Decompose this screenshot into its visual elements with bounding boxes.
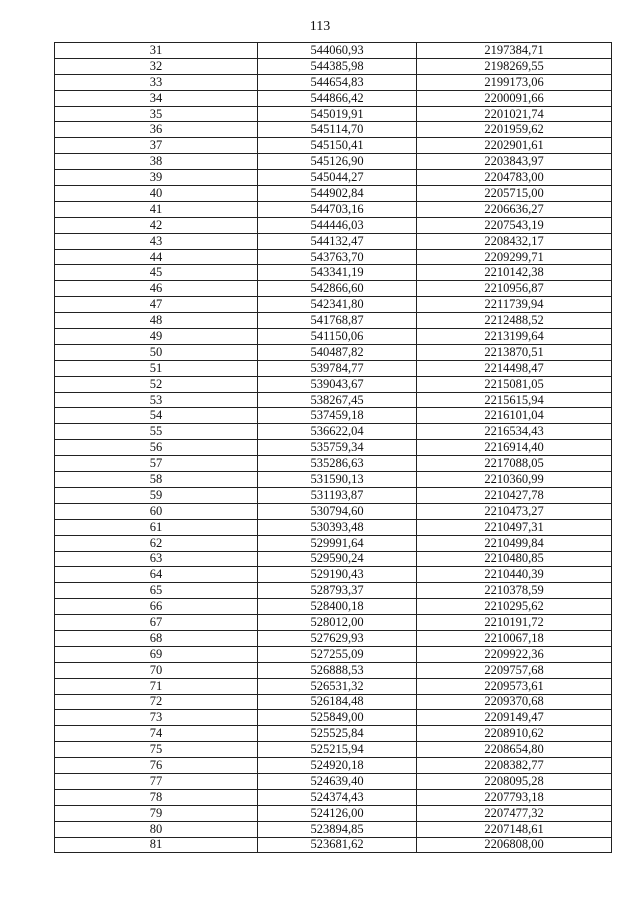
table-row bbox=[55, 662, 612, 678]
x-coordinate-cell: 540487,82 bbox=[258, 344, 417, 360]
x-coordinate-cell: 541150,06 bbox=[258, 329, 417, 345]
y-coordinate-cell: 2209299,71 bbox=[417, 249, 612, 265]
x-coordinate-cell: 544866,42 bbox=[258, 90, 417, 106]
table-row bbox=[55, 551, 612, 567]
x-coordinate-cell: 545150,41 bbox=[258, 138, 417, 154]
y-coordinate-cell: 2201021,74 bbox=[417, 106, 612, 122]
point-number-cell: 45 bbox=[55, 265, 258, 281]
x-coordinate-cell: 542866,60 bbox=[258, 281, 417, 297]
point-number-cell: 59 bbox=[55, 487, 258, 503]
y-coordinate-cell: 2215615,94 bbox=[417, 392, 612, 408]
x-coordinate-cell: 544654,83 bbox=[258, 74, 417, 90]
point-number-cell: 69 bbox=[55, 646, 258, 662]
table-row bbox=[55, 122, 612, 138]
point-number-cell: 33 bbox=[55, 74, 258, 90]
point-number-cell: 38 bbox=[55, 154, 258, 170]
point-number-cell: 54 bbox=[55, 408, 258, 424]
point-number-cell: 35 bbox=[55, 106, 258, 122]
point-number-cell: 79 bbox=[55, 805, 258, 821]
x-coordinate-cell: 524920,18 bbox=[258, 758, 417, 774]
point-number-cell: 67 bbox=[55, 615, 258, 631]
x-coordinate-cell: 525525,84 bbox=[258, 726, 417, 742]
y-coordinate-cell: 2217088,05 bbox=[417, 456, 612, 472]
y-coordinate-cell: 2208432,17 bbox=[417, 233, 612, 249]
x-coordinate-cell: 526531,32 bbox=[258, 678, 417, 694]
table-row bbox=[55, 805, 612, 821]
point-number-cell: 71 bbox=[55, 678, 258, 694]
table-row bbox=[55, 201, 612, 217]
y-coordinate-cell: 2210497,31 bbox=[417, 519, 612, 535]
y-coordinate-cell: 2211739,94 bbox=[417, 297, 612, 313]
x-coordinate-cell: 544385,98 bbox=[258, 58, 417, 74]
x-coordinate-cell: 545019,91 bbox=[258, 106, 417, 122]
x-coordinate-cell: 537459,18 bbox=[258, 408, 417, 424]
x-coordinate-cell: 541768,87 bbox=[258, 313, 417, 329]
point-number-cell: 76 bbox=[55, 758, 258, 774]
table-row bbox=[55, 567, 612, 583]
y-coordinate-cell: 2206808,00 bbox=[417, 837, 612, 853]
x-coordinate-cell: 523894,85 bbox=[258, 821, 417, 837]
table-row bbox=[55, 837, 612, 853]
point-number-cell: 48 bbox=[55, 313, 258, 329]
table-row bbox=[55, 313, 612, 329]
table-row bbox=[55, 694, 612, 710]
y-coordinate-cell: 2216534,43 bbox=[417, 424, 612, 440]
y-coordinate-cell: 2215081,05 bbox=[417, 376, 612, 392]
x-coordinate-cell: 528400,18 bbox=[258, 599, 417, 615]
y-coordinate-cell: 2208382,77 bbox=[417, 758, 612, 774]
point-number-cell: 57 bbox=[55, 456, 258, 472]
x-coordinate-cell: 544060,93 bbox=[258, 43, 417, 59]
table-row bbox=[55, 519, 612, 535]
table-row bbox=[55, 710, 612, 726]
x-coordinate-cell: 545114,70 bbox=[258, 122, 417, 138]
y-coordinate-cell: 2210427,78 bbox=[417, 487, 612, 503]
x-coordinate-cell: 544446,03 bbox=[258, 217, 417, 233]
x-coordinate-cell: 528793,37 bbox=[258, 583, 417, 599]
point-number-cell: 70 bbox=[55, 662, 258, 678]
y-coordinate-cell: 2210142,38 bbox=[417, 265, 612, 281]
table-row bbox=[55, 535, 612, 551]
point-number-cell: 77 bbox=[55, 773, 258, 789]
y-coordinate-cell: 2212488,52 bbox=[417, 313, 612, 329]
point-number-cell: 75 bbox=[55, 742, 258, 758]
y-coordinate-cell: 2200091,66 bbox=[417, 90, 612, 106]
point-number-cell: 39 bbox=[55, 170, 258, 186]
table-row bbox=[55, 58, 612, 74]
x-coordinate-cell: 524639,40 bbox=[258, 773, 417, 789]
x-coordinate-cell: 528012,00 bbox=[258, 615, 417, 631]
x-coordinate-cell: 531193,87 bbox=[258, 487, 417, 503]
table-row bbox=[55, 758, 612, 774]
point-number-cell: 62 bbox=[55, 535, 258, 551]
x-coordinate-cell: 538267,45 bbox=[258, 392, 417, 408]
y-coordinate-cell: 2197384,71 bbox=[417, 43, 612, 59]
y-coordinate-cell: 2208910,62 bbox=[417, 726, 612, 742]
y-coordinate-cell: 2208095,28 bbox=[417, 773, 612, 789]
table-row bbox=[55, 74, 612, 90]
y-coordinate-cell: 2210956,87 bbox=[417, 281, 612, 297]
table-row bbox=[55, 487, 612, 503]
x-coordinate-cell: 536622,04 bbox=[258, 424, 417, 440]
y-coordinate-cell: 2204783,00 bbox=[417, 170, 612, 186]
point-number-cell: 53 bbox=[55, 392, 258, 408]
y-coordinate-cell: 2216101,04 bbox=[417, 408, 612, 424]
x-coordinate-cell: 539784,77 bbox=[258, 360, 417, 376]
point-number-cell: 72 bbox=[55, 694, 258, 710]
y-coordinate-cell: 2210295,62 bbox=[417, 599, 612, 615]
point-number-cell: 37 bbox=[55, 138, 258, 154]
x-coordinate-cell: 525215,94 bbox=[258, 742, 417, 758]
x-coordinate-cell: 545044,27 bbox=[258, 170, 417, 186]
table-row bbox=[55, 297, 612, 313]
table-row bbox=[55, 233, 612, 249]
x-coordinate-cell: 535759,34 bbox=[258, 440, 417, 456]
page-number: 113 bbox=[309, 19, 331, 34]
y-coordinate-cell: 2210360,99 bbox=[417, 472, 612, 488]
table-row bbox=[55, 630, 612, 646]
table-row bbox=[55, 472, 612, 488]
y-coordinate-cell: 2199173,06 bbox=[417, 74, 612, 90]
coordinates-table-body bbox=[55, 43, 612, 853]
x-coordinate-cell: 526184,48 bbox=[258, 694, 417, 710]
y-coordinate-cell: 2210499,84 bbox=[417, 535, 612, 551]
point-number-cell: 44 bbox=[55, 249, 258, 265]
table-row bbox=[55, 186, 612, 202]
table-row bbox=[55, 344, 612, 360]
point-number-cell: 47 bbox=[55, 297, 258, 313]
table-row bbox=[55, 170, 612, 186]
x-coordinate-cell: 525849,00 bbox=[258, 710, 417, 726]
point-number-cell: 40 bbox=[55, 186, 258, 202]
x-coordinate-cell: 544703,16 bbox=[258, 201, 417, 217]
point-number-cell: 51 bbox=[55, 360, 258, 376]
table-row bbox=[55, 424, 612, 440]
x-coordinate-cell: 529190,43 bbox=[258, 567, 417, 583]
x-coordinate-cell: 527629,93 bbox=[258, 630, 417, 646]
table-row bbox=[55, 789, 612, 805]
table-row bbox=[55, 440, 612, 456]
table-row bbox=[55, 154, 612, 170]
y-coordinate-cell: 2209573,61 bbox=[417, 678, 612, 694]
y-coordinate-cell: 2210067,18 bbox=[417, 630, 612, 646]
y-coordinate-cell: 2213870,51 bbox=[417, 344, 612, 360]
table-row bbox=[55, 90, 612, 106]
x-coordinate-cell: 539043,67 bbox=[258, 376, 417, 392]
y-coordinate-cell: 2210191,72 bbox=[417, 615, 612, 631]
x-coordinate-cell: 524126,00 bbox=[258, 805, 417, 821]
x-coordinate-cell: 529991,64 bbox=[258, 535, 417, 551]
x-coordinate-cell: 542341,80 bbox=[258, 297, 417, 313]
table-row bbox=[55, 281, 612, 297]
table-row bbox=[55, 392, 612, 408]
table-row bbox=[55, 138, 612, 154]
y-coordinate-cell: 2209149,47 bbox=[417, 710, 612, 726]
point-number-cell: 42 bbox=[55, 217, 258, 233]
x-coordinate-cell: 524374,43 bbox=[258, 789, 417, 805]
y-coordinate-cell: 2210378,59 bbox=[417, 583, 612, 599]
y-coordinate-cell: 2198269,55 bbox=[417, 58, 612, 74]
table-row bbox=[55, 265, 612, 281]
point-number-cell: 49 bbox=[55, 329, 258, 345]
table-row bbox=[55, 615, 612, 631]
table-row bbox=[55, 217, 612, 233]
point-number-cell: 66 bbox=[55, 599, 258, 615]
point-number-cell: 60 bbox=[55, 503, 258, 519]
x-coordinate-cell: 529590,24 bbox=[258, 551, 417, 567]
y-coordinate-cell: 2201959,62 bbox=[417, 122, 612, 138]
point-number-cell: 41 bbox=[55, 201, 258, 217]
x-coordinate-cell: 527255,09 bbox=[258, 646, 417, 662]
point-number-cell: 74 bbox=[55, 726, 258, 742]
point-number-cell: 80 bbox=[55, 821, 258, 837]
point-number-cell: 43 bbox=[55, 233, 258, 249]
y-coordinate-cell: 2210440,39 bbox=[417, 567, 612, 583]
table-row bbox=[55, 773, 612, 789]
table-row bbox=[55, 503, 612, 519]
y-coordinate-cell: 2214498,47 bbox=[417, 360, 612, 376]
y-coordinate-cell: 2210480,85 bbox=[417, 551, 612, 567]
table-row bbox=[55, 408, 612, 424]
y-coordinate-cell: 2209370,68 bbox=[417, 694, 612, 710]
y-coordinate-cell: 2210473,27 bbox=[417, 503, 612, 519]
x-coordinate-cell: 523681,62 bbox=[258, 837, 417, 853]
table-row bbox=[55, 599, 612, 615]
point-number-cell: 55 bbox=[55, 424, 258, 440]
x-coordinate-cell: 531590,13 bbox=[258, 472, 417, 488]
table-row bbox=[55, 376, 612, 392]
x-coordinate-cell: 526888,53 bbox=[258, 662, 417, 678]
x-coordinate-cell: 543341,19 bbox=[258, 265, 417, 281]
point-number-cell: 61 bbox=[55, 519, 258, 535]
y-coordinate-cell: 2209922,36 bbox=[417, 646, 612, 662]
y-coordinate-cell: 2209757,68 bbox=[417, 662, 612, 678]
x-coordinate-cell: 545126,90 bbox=[258, 154, 417, 170]
x-coordinate-cell: 535286,63 bbox=[258, 456, 417, 472]
point-number-cell: 46 bbox=[55, 281, 258, 297]
point-number-cell: 63 bbox=[55, 551, 258, 567]
table-row bbox=[55, 646, 612, 662]
table-row bbox=[55, 742, 612, 758]
y-coordinate-cell: 2206636,27 bbox=[417, 201, 612, 217]
point-number-cell: 68 bbox=[55, 630, 258, 646]
table-row bbox=[55, 106, 612, 122]
y-coordinate-cell: 2213199,64 bbox=[417, 329, 612, 345]
point-number-cell: 65 bbox=[55, 583, 258, 599]
point-number-cell: 36 bbox=[55, 122, 258, 138]
y-coordinate-cell: 2207543,19 bbox=[417, 217, 612, 233]
x-coordinate-cell: 530393,48 bbox=[258, 519, 417, 535]
point-number-cell: 34 bbox=[55, 90, 258, 106]
x-coordinate-cell: 530794,60 bbox=[258, 503, 417, 519]
table-row bbox=[55, 249, 612, 265]
table-row bbox=[55, 821, 612, 837]
x-coordinate-cell: 544132,47 bbox=[258, 233, 417, 249]
y-coordinate-cell: 2205715,00 bbox=[417, 186, 612, 202]
y-coordinate-cell: 2202901,61 bbox=[417, 138, 612, 154]
x-coordinate-cell: 544902,84 bbox=[258, 186, 417, 202]
point-number-cell: 81 bbox=[55, 837, 258, 853]
point-number-cell: 50 bbox=[55, 344, 258, 360]
table-row bbox=[55, 360, 612, 376]
point-number-cell: 32 bbox=[55, 58, 258, 74]
y-coordinate-cell: 2208654,80 bbox=[417, 742, 612, 758]
y-coordinate-cell: 2203843,97 bbox=[417, 154, 612, 170]
y-coordinate-cell: 2216914,40 bbox=[417, 440, 612, 456]
point-number-cell: 31 bbox=[55, 43, 258, 59]
x-coordinate-cell: 543763,70 bbox=[258, 249, 417, 265]
table-row bbox=[55, 43, 612, 59]
point-number-cell: 64 bbox=[55, 567, 258, 583]
point-number-cell: 56 bbox=[55, 440, 258, 456]
point-number-cell: 52 bbox=[55, 376, 258, 392]
y-coordinate-cell: 2207477,32 bbox=[417, 805, 612, 821]
table-row bbox=[55, 678, 612, 694]
y-coordinate-cell: 2207793,18 bbox=[417, 789, 612, 805]
point-number-cell: 78 bbox=[55, 789, 258, 805]
y-coordinate-cell: 2207148,61 bbox=[417, 821, 612, 837]
table-row bbox=[55, 456, 612, 472]
table-row bbox=[55, 583, 612, 599]
coordinates-table bbox=[54, 42, 612, 853]
table-row bbox=[55, 329, 612, 345]
table-row bbox=[55, 726, 612, 742]
point-number-cell: 58 bbox=[55, 472, 258, 488]
point-number-cell: 73 bbox=[55, 710, 258, 726]
